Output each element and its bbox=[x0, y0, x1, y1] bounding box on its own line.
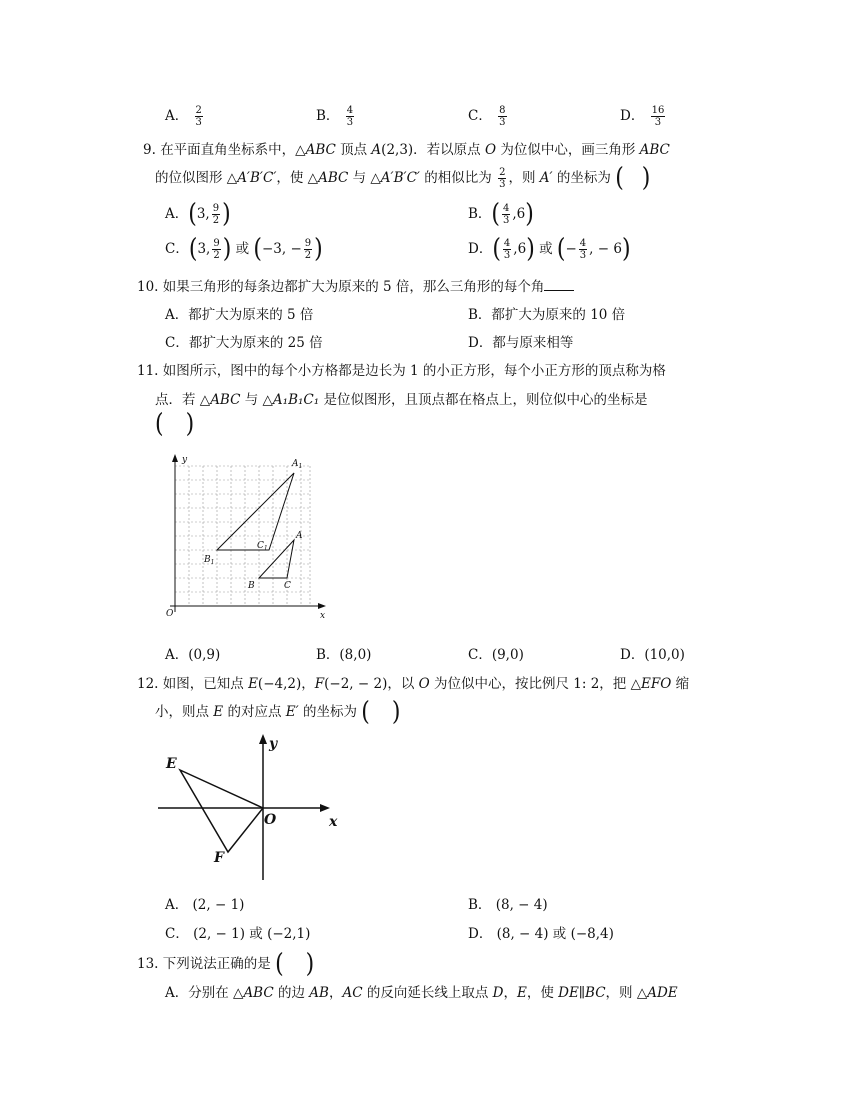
fraction: $\frac{8}{3}$ bbox=[499, 105, 506, 128]
option-letter: B． bbox=[316, 108, 340, 124]
q9-stem-line1: 9. 在平面直角坐标系中，△ABC 顶点 A(2,3)．若以原点 O 为位似中心，画三角形 ABC bbox=[143, 142, 670, 158]
option-letter: D． bbox=[620, 108, 645, 124]
y-label: y bbox=[182, 455, 188, 465]
label-a: A bbox=[296, 531, 303, 541]
fraction: $\frac{2}{3}$ bbox=[195, 105, 202, 128]
q8-option-a bbox=[165, 104, 205, 128]
origin-label: O bbox=[166, 609, 174, 619]
q9-stem-line2: 的位似图形 △A′B′C′，使 △ABC 与 △A′B′C′ 的相似比为 $\frac{2}{3}$ ，则 A′ 的坐标为 ( ) bbox=[155, 162, 651, 193]
label-c: C bbox=[284, 581, 291, 591]
fraction: $\frac{4}{3}$ bbox=[346, 105, 354, 128]
q11-option-a: A．(0,9) bbox=[165, 647, 221, 663]
label-x: x bbox=[329, 814, 338, 830]
answer-bracket: ( bbox=[615, 162, 624, 193]
option-letter: A． bbox=[165, 108, 189, 124]
q10-option-c: C．都扩大为原来的 25 倍 bbox=[165, 335, 323, 351]
q11-option-d: D．(10,0) bbox=[620, 647, 685, 663]
q12-option-d: D． (8, − 4) 或 (−8,4) bbox=[468, 926, 614, 942]
label-o: O bbox=[264, 812, 277, 828]
y-axis-arrow-icon bbox=[172, 454, 178, 462]
q8-option-b bbox=[316, 104, 356, 128]
q11-stem-line2: 点．若 △ABC 与 △A₁B₁C₁ 是位似图形，且顶点都在格点上，则位似中心的坐标是 bbox=[155, 392, 648, 408]
label-b1: $B_1$ bbox=[204, 555, 215, 566]
option-letter: C． bbox=[468, 108, 492, 124]
q9-option-a: A．(3, $\frac{9}{2}$ ) bbox=[165, 198, 231, 229]
label-e: E bbox=[166, 756, 177, 772]
q12-stem-line2: 小，则点 E 的对应点 E′ 的坐标为 ( ) bbox=[155, 696, 401, 727]
q12-option-b: B． (8, − 4) bbox=[468, 897, 548, 913]
q10-option-d: D．都与原来相等 bbox=[468, 335, 574, 351]
q11-option-b: B．(8,0) bbox=[316, 647, 372, 663]
label-a1: $A_1$ bbox=[292, 459, 303, 470]
q8-option-c bbox=[468, 104, 509, 128]
q12-option-a: A． (2, − 1) bbox=[165, 897, 245, 913]
q8-option-d bbox=[620, 104, 667, 128]
label-f: F bbox=[214, 850, 224, 866]
q10-stem: 10. 如果三角形的每条边都扩大为原来的 5 倍，那么三角形的每个角 bbox=[137, 275, 574, 295]
fraction: $\frac{16}{3}$ bbox=[651, 105, 665, 128]
ratio-fraction: $\frac{2}{3}$ bbox=[499, 167, 506, 190]
x-axis-arrow-icon bbox=[318, 603, 326, 609]
y-axis-arrow-icon bbox=[259, 734, 267, 744]
label-c1: $C_1$ bbox=[257, 541, 268, 552]
x-label: x bbox=[320, 611, 326, 621]
q10-option-a: A．都扩大为原来的 5 倍 bbox=[165, 307, 314, 323]
q9-option-b: B．( $\frac{4}{3}$ ,6) bbox=[468, 198, 534, 229]
q11-answer-bracket: ( ) bbox=[155, 409, 195, 440]
answer-blank bbox=[544, 278, 574, 291]
q11-stem-line1: 11. 如图所示，图中的每个小方格都是边长为 1 的小正方形，每个小正方形的顶点称为格 bbox=[137, 363, 666, 379]
q10-option-b: B．都扩大为原来的 10 倍 bbox=[468, 307, 626, 323]
q12-option-c: C． (2, − 1) 或 (−2,1) bbox=[165, 926, 311, 942]
triangle-efo bbox=[180, 770, 263, 852]
q12-stem-line1: 12. 如图，已知点 E(−4,2)，F(−2, − 2)，以 O 为位似中心，按比例尺 1: 2，把 △EFO 缩 bbox=[137, 676, 690, 692]
label-b: B bbox=[248, 581, 255, 591]
x-axis-arrow-icon bbox=[320, 804, 330, 812]
triangle-a1b1c1 bbox=[217, 473, 294, 550]
q13-option-a: A．分别在 △ABC 的边 AB，AC 的反向延长线上取点 D，E，使 DE∥BC，则 △ADE bbox=[165, 985, 678, 1001]
q12-figure bbox=[158, 730, 348, 882]
q9-option-c: C．(3, $\frac{9}{2}$ ) 或 (−3, − $\frac{9}{2}$ ) bbox=[165, 233, 323, 264]
q11-option-c: C．(9,0) bbox=[468, 647, 524, 663]
q9-option-d: D．( $\frac{4}{3}$ ,6) 或 (− $\frac{4}{3}$ , − 6) bbox=[468, 233, 631, 264]
q11-grid-figure bbox=[160, 452, 335, 622]
label-y: y bbox=[269, 736, 278, 752]
q13-stem: 13. 下列说法正确的是 ( ) bbox=[137, 948, 315, 979]
